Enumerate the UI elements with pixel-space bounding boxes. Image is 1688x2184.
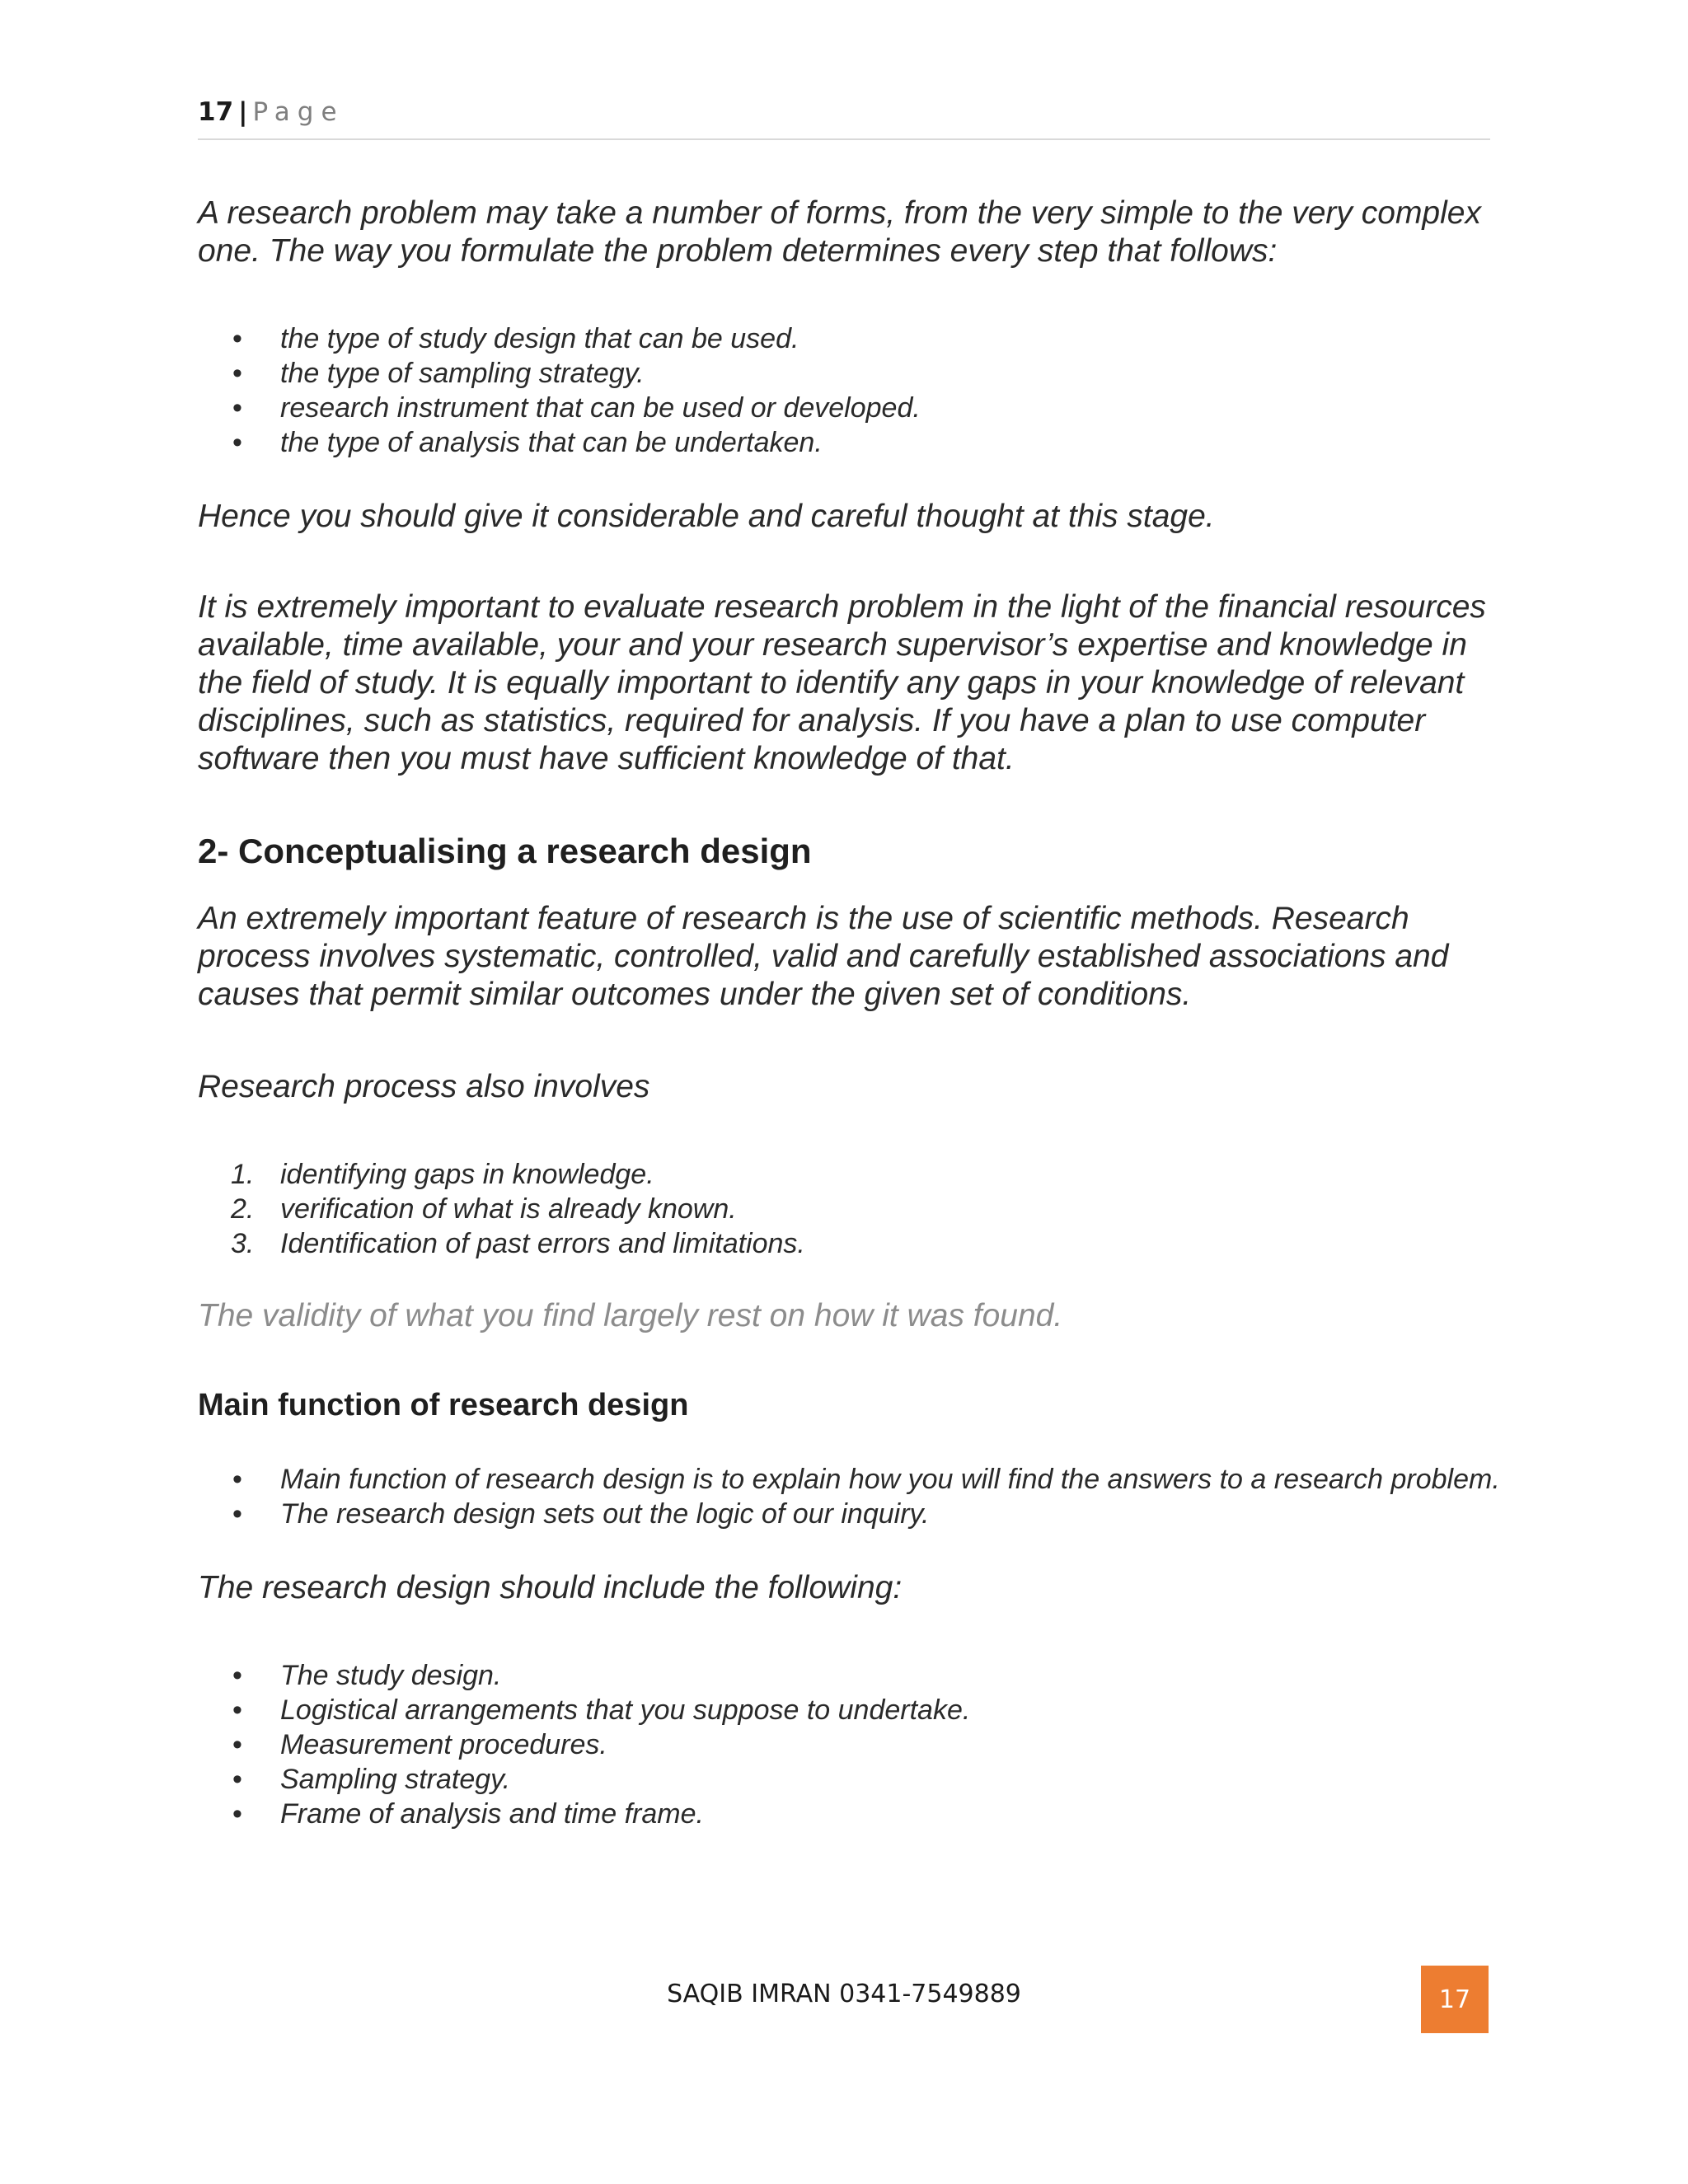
bullet-icon: • [232, 1798, 242, 1830]
list-item [198, 1157, 1500, 1192]
list-item [198, 1226, 1500, 1261]
intro-paragraph: A research problem may take a number of forms, from the very simple to the very complex one. The way you formulate the problem determines every step that follows: [198, 195, 1481, 269]
page-content [198, 194, 1500, 1831]
bullet-icon: • [232, 1464, 242, 1495]
header-separator: | [238, 97, 248, 127]
footer-page-number-box: 17 [1421, 1966, 1489, 2033]
bullet-icon: • [232, 427, 242, 458]
list-item [198, 425, 1500, 460]
process-involves-paragraph: Research process also involves [198, 1069, 650, 1104]
list-item-text: Logistical arrangements that you suppose to undertake. [280, 1694, 971, 1726]
list-item-text: the type of study design that can be used. [280, 323, 799, 354]
list-item [198, 1693, 1500, 1727]
list-item-text: the type of sampling strategy. [280, 358, 645, 389]
intro-bullet-list [198, 321, 1500, 460]
bullet-icon: • [232, 392, 242, 424]
footer-author: SAQIB IMRAN 0341-7549889 [667, 1980, 1021, 2008]
stage-paragraph: Hence you should give it considerable and careful thought at this stage. [198, 499, 1215, 534]
list-item-text: identifying gaps in knowledge. [280, 1159, 654, 1190]
bullet-icon: • [232, 1729, 242, 1760]
evaluation-paragraph: It is extremely important to evaluate research problem in the light of the financial resources available, time available, your and your research supervisor’s expertise and knowledge in the field of study. It is equally important to identify any gaps in your knowledge of relevant disciplines, such as statistics, required for analysis. If you have a plan to use computer software then you must have sufficient knowledge of that. [198, 589, 1486, 776]
page-header [198, 97, 1490, 140]
bullet-icon: • [232, 1498, 242, 1530]
list-item-text: Identification of past errors and limitations. [280, 1228, 805, 1259]
list-number: 2. [231, 1193, 255, 1225]
bullet-icon: • [232, 1764, 242, 1795]
scientific-methods-paragraph: An extremely important feature of research is the use of scientific methods. Research process involves systematic, controlled, valid and carefully established associations and causes that permit similar outcomes under the given set of conditions. [198, 901, 1449, 1012]
list-item [198, 391, 1500, 425]
list-item [198, 321, 1500, 356]
list-item [198, 1797, 1500, 1831]
list-item-text: The research design sets out the logic of our inquiry. [280, 1498, 930, 1530]
list-item [198, 1462, 1500, 1497]
list-item-text: verification of what is already known. [280, 1193, 737, 1225]
bullet-icon: • [232, 1660, 242, 1691]
list-item-text: the type of analysis that can be undertaken. [280, 427, 823, 458]
list-number: 3. [231, 1228, 255, 1259]
list-item [198, 1727, 1500, 1762]
list-item [198, 1658, 1500, 1693]
list-item-text: Frame of analysis and time frame. [280, 1798, 704, 1830]
list-item [198, 1762, 1500, 1797]
bullet-icon: • [232, 1694, 242, 1726]
list-item-text: Measurement procedures. [280, 1729, 607, 1760]
include-following-paragraph: The research design should include the following: [198, 1570, 903, 1605]
subsection-heading: Main function of research design [198, 1388, 689, 1422]
list-item-text: Main function of research design is to explain how you will find the answers to a research problem. [280, 1464, 1500, 1495]
process-numbered-list [198, 1157, 1500, 1261]
include-bullet-list [198, 1658, 1500, 1831]
header-page-number: 17 [198, 97, 234, 127]
header-page-word: Page [252, 97, 345, 127]
bullet-icon: • [232, 323, 242, 354]
list-item [198, 356, 1500, 391]
list-item [198, 1192, 1500, 1226]
list-item [198, 1497, 1500, 1531]
list-number: 1. [231, 1159, 255, 1190]
function-bullet-list [198, 1462, 1500, 1531]
list-item-text: The study design. [280, 1660, 502, 1691]
validity-note: The validity of what you find largely rest on how it was found. [198, 1298, 1063, 1333]
bullet-icon: • [232, 358, 242, 389]
section-heading: 2- Conceptualising a research design [198, 832, 812, 870]
list-item-text: research instrument that can be used or developed. [280, 392, 921, 424]
list-item-text: Sampling strategy. [280, 1764, 511, 1795]
